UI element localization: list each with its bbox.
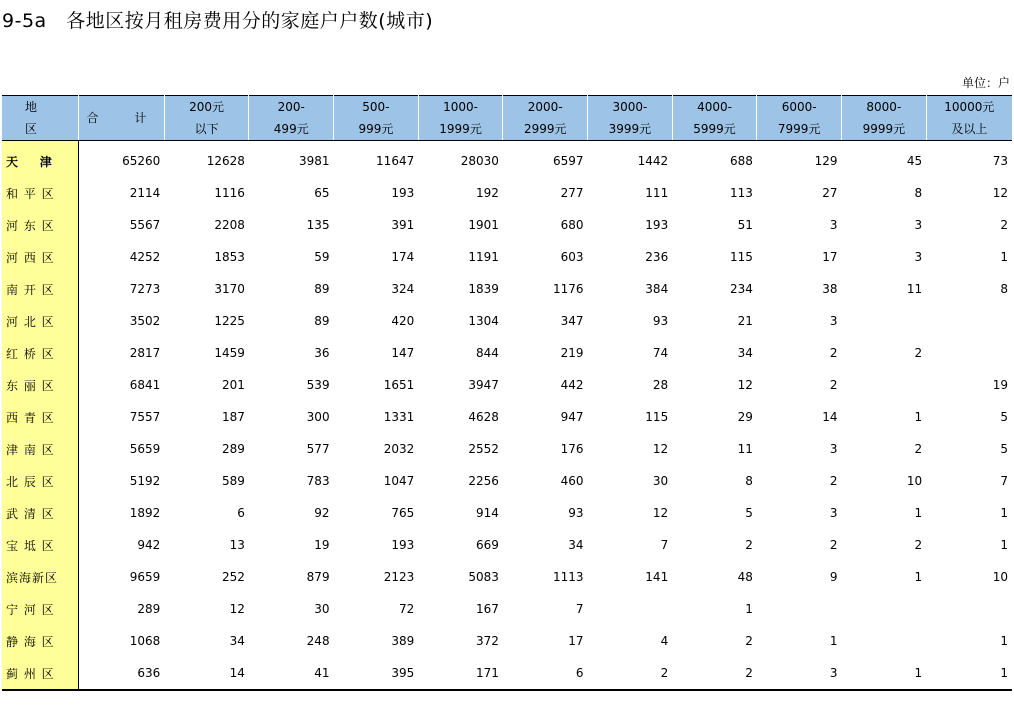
value-cell: 192 <box>475 186 499 200</box>
value-cell: 2 <box>1000 218 1008 232</box>
value-cell: 2 <box>829 474 838 488</box>
value-cell: 4252 <box>129 250 161 264</box>
value-cell: 2 <box>745 634 753 648</box>
region-cell: 河 东 区 <box>2 209 79 241</box>
value-cell: 5083 <box>468 570 499 584</box>
value-cell: 2208 <box>214 218 245 232</box>
value-cell: 12 <box>652 442 669 456</box>
header-bracket <box>164 96 249 141</box>
value-cell: 28030 <box>460 154 499 168</box>
header-bracket <box>672 96 757 141</box>
value-cell: 8 <box>1000 282 1008 296</box>
value-cell: 7557 <box>129 410 161 424</box>
region-cell: 河 西 区 <box>2 241 79 273</box>
value-cell: 174 <box>391 250 415 264</box>
value-cell: 17 <box>822 250 838 264</box>
value-cell: 8 <box>745 474 753 488</box>
value-cell: 115 <box>729 250 753 264</box>
value-cell: 372 <box>475 634 499 648</box>
value-cell: 12 <box>229 602 245 616</box>
value-cell: 2 <box>914 346 923 360</box>
header-total: 合 计 <box>79 96 165 141</box>
value-cell: 73 <box>992 154 1008 168</box>
value-cell: 2 <box>588 657 673 690</box>
value-cell: 2123 <box>383 570 415 584</box>
value-cell: 3981 <box>299 154 330 168</box>
value-cell: 113 <box>729 186 753 200</box>
header-bracket <box>588 96 673 141</box>
table-row <box>2 401 1012 433</box>
value-cell: 5659 <box>129 442 161 456</box>
value-cell: 41 <box>249 657 334 690</box>
value-cell: 4628 <box>468 410 499 424</box>
value-cell: 74 <box>652 346 669 360</box>
value-cell: 5 <box>1000 410 1008 424</box>
header-bracket-line: 7999元 <box>777 122 821 136</box>
value-cell: 1113 <box>553 570 584 584</box>
region-cell: 东 丽 区 <box>2 369 79 401</box>
value-cell: 2256 <box>468 474 499 488</box>
value-cell: 3502 <box>129 314 161 328</box>
value-cell <box>842 369 927 401</box>
value-cell: 6 <box>237 506 245 520</box>
unit-label: 单位：户 <box>961 76 1010 90</box>
value-cell: 844 <box>475 346 499 360</box>
header-bracket-line: 8000- <box>866 100 902 114</box>
value-cell: 193 <box>391 538 415 552</box>
data-table <box>2 95 1012 691</box>
region-cell: 北 辰 区 <box>2 465 79 497</box>
value-cell: 3947 <box>468 378 499 392</box>
value-cell: 636 <box>79 657 165 690</box>
value-cell: 3 <box>829 314 838 328</box>
value-cell: 300 <box>306 410 330 424</box>
value-cell: 1 <box>1000 506 1008 520</box>
value-cell: 460 <box>560 474 584 488</box>
value-cell: 3 <box>829 442 838 456</box>
value-cell: 3 <box>829 218 838 232</box>
value-cell: 2817 <box>129 346 161 360</box>
value-cell: 5192 <box>129 474 161 488</box>
value-cell: 5 <box>1000 442 1008 456</box>
value-cell: 176 <box>560 442 584 456</box>
value-cell: 65260 <box>122 154 161 168</box>
value-cell: 19 <box>992 378 1008 392</box>
value-cell: 420 <box>391 314 415 328</box>
region-cell: 武 清 区 <box>2 497 79 529</box>
value-cell: 193 <box>645 218 669 232</box>
header-bracket-line: 200元 <box>189 100 225 114</box>
value-cell: 7273 <box>129 282 161 296</box>
value-cell: 603 <box>560 250 584 264</box>
region-cell: 津 南 区 <box>2 433 79 465</box>
value-cell: 17 <box>568 634 584 648</box>
value-cell: 2 <box>672 657 757 690</box>
value-cell: 7 <box>575 602 584 616</box>
value-cell: 688 <box>729 154 753 168</box>
value-cell: 30 <box>652 474 669 488</box>
header-bracket-line: 4000- <box>697 100 732 114</box>
value-cell: 1068 <box>129 634 161 648</box>
value-cell: 129 <box>814 154 838 168</box>
value-cell: 4 <box>660 634 669 648</box>
header-bracket <box>926 96 1012 141</box>
value-cell: 942 <box>137 538 161 552</box>
header-bracket-line: 10000元 <box>944 100 995 114</box>
table-row <box>2 209 1012 241</box>
value-cell: 27 <box>822 186 838 200</box>
header-bracket <box>249 96 334 141</box>
header-bracket-line: 9999元 <box>862 122 906 136</box>
value-cell: 11647 <box>376 154 415 168</box>
value-cell: 2032 <box>383 442 415 456</box>
value-cell: 34 <box>229 634 245 648</box>
value-cell: 34 <box>737 346 753 360</box>
value-cell: 1176 <box>553 282 584 296</box>
value-cell <box>926 337 1012 369</box>
value-cell: 10 <box>992 570 1008 584</box>
value-cell <box>926 593 1012 625</box>
value-cell: 324 <box>391 282 415 296</box>
value-cell: 1 <box>829 634 838 648</box>
value-cell: 2 <box>914 538 923 552</box>
value-cell: 93 <box>568 506 584 520</box>
value-cell: 1 <box>914 570 923 584</box>
value-cell: 234 <box>729 282 753 296</box>
value-cell: 147 <box>391 346 415 360</box>
value-cell: 442 <box>560 378 584 392</box>
value-cell: 45 <box>906 154 923 168</box>
value-cell: 1331 <box>383 410 415 424</box>
value-cell: 141 <box>645 570 669 584</box>
value-cell: 59 <box>314 250 330 264</box>
value-cell: 1 <box>745 602 753 616</box>
value-cell: 1191 <box>468 250 499 264</box>
region-cell: 宁 河 区 <box>2 593 79 625</box>
header-bracket-line: 200- <box>277 100 305 114</box>
value-cell: 1459 <box>214 346 245 360</box>
value-cell: 2 <box>745 538 753 552</box>
value-cell: 72 <box>398 602 415 616</box>
value-cell: 9 <box>829 570 838 584</box>
region-cell: 蓟 州 区 <box>2 657 79 690</box>
value-cell: 7 <box>1000 474 1008 488</box>
header-bracket <box>842 96 927 141</box>
table-row <box>2 465 1012 497</box>
header-bracket-line: 5999元 <box>693 122 736 136</box>
value-cell: 914 <box>475 506 499 520</box>
region-cell: 河 北 区 <box>2 305 79 337</box>
value-cell: 28 <box>652 378 669 392</box>
value-cell: 93 <box>652 314 669 328</box>
page-title: 9-5a 各地区按月租房费用分的家庭户户数(城市) <box>2 10 434 32</box>
value-cell: 135 <box>306 218 330 232</box>
value-cell: 2 <box>829 538 838 552</box>
header-region: 地 区 <box>2 96 79 141</box>
value-cell: 1047 <box>383 474 415 488</box>
value-cell: 12628 <box>206 154 245 168</box>
value-cell: 12 <box>652 506 669 520</box>
region-cell: 宝 坻 区 <box>2 529 79 561</box>
header-bracket <box>503 96 588 141</box>
value-cell: 11 <box>737 442 753 456</box>
value-cell <box>926 305 1012 337</box>
value-cell: 1 <box>1000 538 1008 552</box>
header-bracket-line: 3000- <box>612 100 648 114</box>
value-cell: 1 <box>842 657 927 690</box>
table-row <box>2 337 1012 369</box>
value-cell: 395 <box>334 657 419 690</box>
value-cell: 5567 <box>129 218 161 232</box>
value-cell: 669 <box>475 538 499 552</box>
value-cell <box>842 625 927 657</box>
value-cell: 2 <box>914 442 923 456</box>
value-cell: 187 <box>222 410 245 424</box>
value-cell: 13 <box>229 538 245 552</box>
value-cell: 2552 <box>468 442 499 456</box>
value-cell: 167 <box>475 602 499 616</box>
header-bracket-line: 3999元 <box>608 122 652 136</box>
value-cell: 51 <box>737 218 753 232</box>
value-cell: 1892 <box>129 506 161 520</box>
value-cell: 3 <box>829 506 838 520</box>
region-cell: 静 海 区 <box>2 625 79 657</box>
header-bracket-line: 499元 <box>273 122 309 136</box>
value-cell: 3 <box>914 218 923 232</box>
value-cell: 879 <box>306 570 330 584</box>
region-cell: 和 平 区 <box>2 177 79 209</box>
value-cell: 2 <box>829 346 838 360</box>
value-cell: 36 <box>314 346 330 360</box>
header-bracket-line: 2999元 <box>523 122 567 136</box>
value-cell: 589 <box>222 474 245 488</box>
value-cell: 10 <box>906 474 923 488</box>
table-row <box>2 273 1012 305</box>
region-cell: 南 开 区 <box>2 273 79 305</box>
table-row <box>2 593 1012 625</box>
value-cell: 9659 <box>129 570 161 584</box>
header-bracket-line: 及以上 <box>951 122 988 136</box>
value-cell: 89 <box>314 314 330 328</box>
value-cell: 1901 <box>468 218 499 232</box>
header-bracket <box>418 96 503 141</box>
value-cell: 3170 <box>214 282 245 296</box>
value-cell: 34 <box>568 538 584 552</box>
value-cell: 252 <box>222 570 245 584</box>
value-cell: 1853 <box>214 250 245 264</box>
table-row <box>2 497 1012 529</box>
value-cell: 384 <box>645 282 669 296</box>
region-cell: 红 桥 区 <box>2 337 79 369</box>
value-cell: 219 <box>560 346 584 360</box>
value-cell: 1651 <box>383 378 415 392</box>
value-cell: 577 <box>306 442 330 456</box>
value-cell: 12 <box>992 186 1008 200</box>
value-cell: 1 <box>914 506 923 520</box>
table-row <box>2 141 1012 178</box>
header-bracket-line: 999元 <box>358 122 394 136</box>
value-cell <box>842 593 927 625</box>
value-cell: 65 <box>314 186 330 200</box>
table-row <box>2 433 1012 465</box>
value-cell: 12 <box>737 378 753 392</box>
value-cell: 6 <box>503 657 588 690</box>
header-bracket <box>334 96 419 141</box>
value-cell: 389 <box>391 634 415 648</box>
header-bracket-line: 以下 <box>194 122 219 136</box>
value-cell: 289 <box>137 602 161 616</box>
value-cell: 1 <box>914 410 923 424</box>
value-cell: 201 <box>222 378 245 392</box>
value-cell: 3 <box>757 657 842 690</box>
region-cell: 天 津 <box>2 141 79 178</box>
value-cell: 2114 <box>129 186 161 200</box>
table-row <box>2 657 1012 690</box>
value-cell: 92 <box>314 506 330 520</box>
table-row <box>2 305 1012 337</box>
value-cell: 1225 <box>214 314 245 328</box>
value-cell: 783 <box>306 474 330 488</box>
value-cell: 248 <box>306 634 330 648</box>
value-cell <box>757 593 842 625</box>
header-bracket-line: 2000- <box>527 100 563 114</box>
value-cell: 3 <box>914 250 923 264</box>
header-bracket <box>757 96 842 141</box>
value-cell: 391 <box>391 218 415 232</box>
region-cell: 滨海新区 <box>2 561 79 593</box>
value-cell: 7 <box>660 538 669 552</box>
value-cell: 21 <box>737 314 753 328</box>
value-cell: 1 <box>1000 250 1008 264</box>
table-row <box>2 529 1012 561</box>
header-bracket-line: 500- <box>362 100 390 114</box>
value-cell <box>588 593 673 625</box>
value-cell: 19 <box>314 538 330 552</box>
value-cell: 1116 <box>214 186 245 200</box>
value-cell: 1442 <box>637 154 669 168</box>
value-cell: 115 <box>645 410 669 424</box>
header-bracket-line: 1000- <box>443 100 478 114</box>
value-cell: 89 <box>314 282 330 296</box>
value-cell: 48 <box>737 570 753 584</box>
table-row <box>2 625 1012 657</box>
value-cell: 347 <box>560 314 584 328</box>
table-row <box>2 561 1012 593</box>
value-cell: 193 <box>391 186 415 200</box>
value-cell: 38 <box>822 282 838 296</box>
value-cell: 1304 <box>468 314 499 328</box>
value-cell: 6597 <box>553 154 584 168</box>
header-bracket-line: 1999元 <box>439 122 482 136</box>
value-cell: 8 <box>914 186 923 200</box>
value-cell: 1 <box>1000 634 1008 648</box>
value-cell: 11 <box>906 282 923 296</box>
region-cell: 西 青 区 <box>2 401 79 433</box>
value-cell: 5 <box>745 506 753 520</box>
value-cell: 14 <box>164 657 249 690</box>
value-cell: 111 <box>645 186 669 200</box>
table-row <box>2 369 1012 401</box>
value-cell: 2 <box>829 378 838 392</box>
header-bracket-line: 6000- <box>781 100 817 114</box>
value-cell: 289 <box>222 442 245 456</box>
table-row <box>2 241 1012 273</box>
value-cell: 1 <box>926 657 1012 690</box>
value-cell: 30 <box>314 602 330 616</box>
value-cell: 765 <box>391 506 415 520</box>
value-cell: 947 <box>560 410 584 424</box>
table-header <box>2 96 1012 141</box>
value-cell: 680 <box>560 218 584 232</box>
value-cell: 1839 <box>468 282 499 296</box>
value-cell: 171 <box>418 657 503 690</box>
value-cell: 29 <box>737 410 753 424</box>
table-row <box>2 177 1012 209</box>
value-cell: 236 <box>645 250 669 264</box>
value-cell: 14 <box>822 410 838 424</box>
value-cell: 277 <box>560 186 584 200</box>
value-cell <box>842 305 927 337</box>
value-cell: 6841 <box>129 378 161 392</box>
table-body <box>2 141 1012 691</box>
value-cell: 539 <box>306 378 330 392</box>
